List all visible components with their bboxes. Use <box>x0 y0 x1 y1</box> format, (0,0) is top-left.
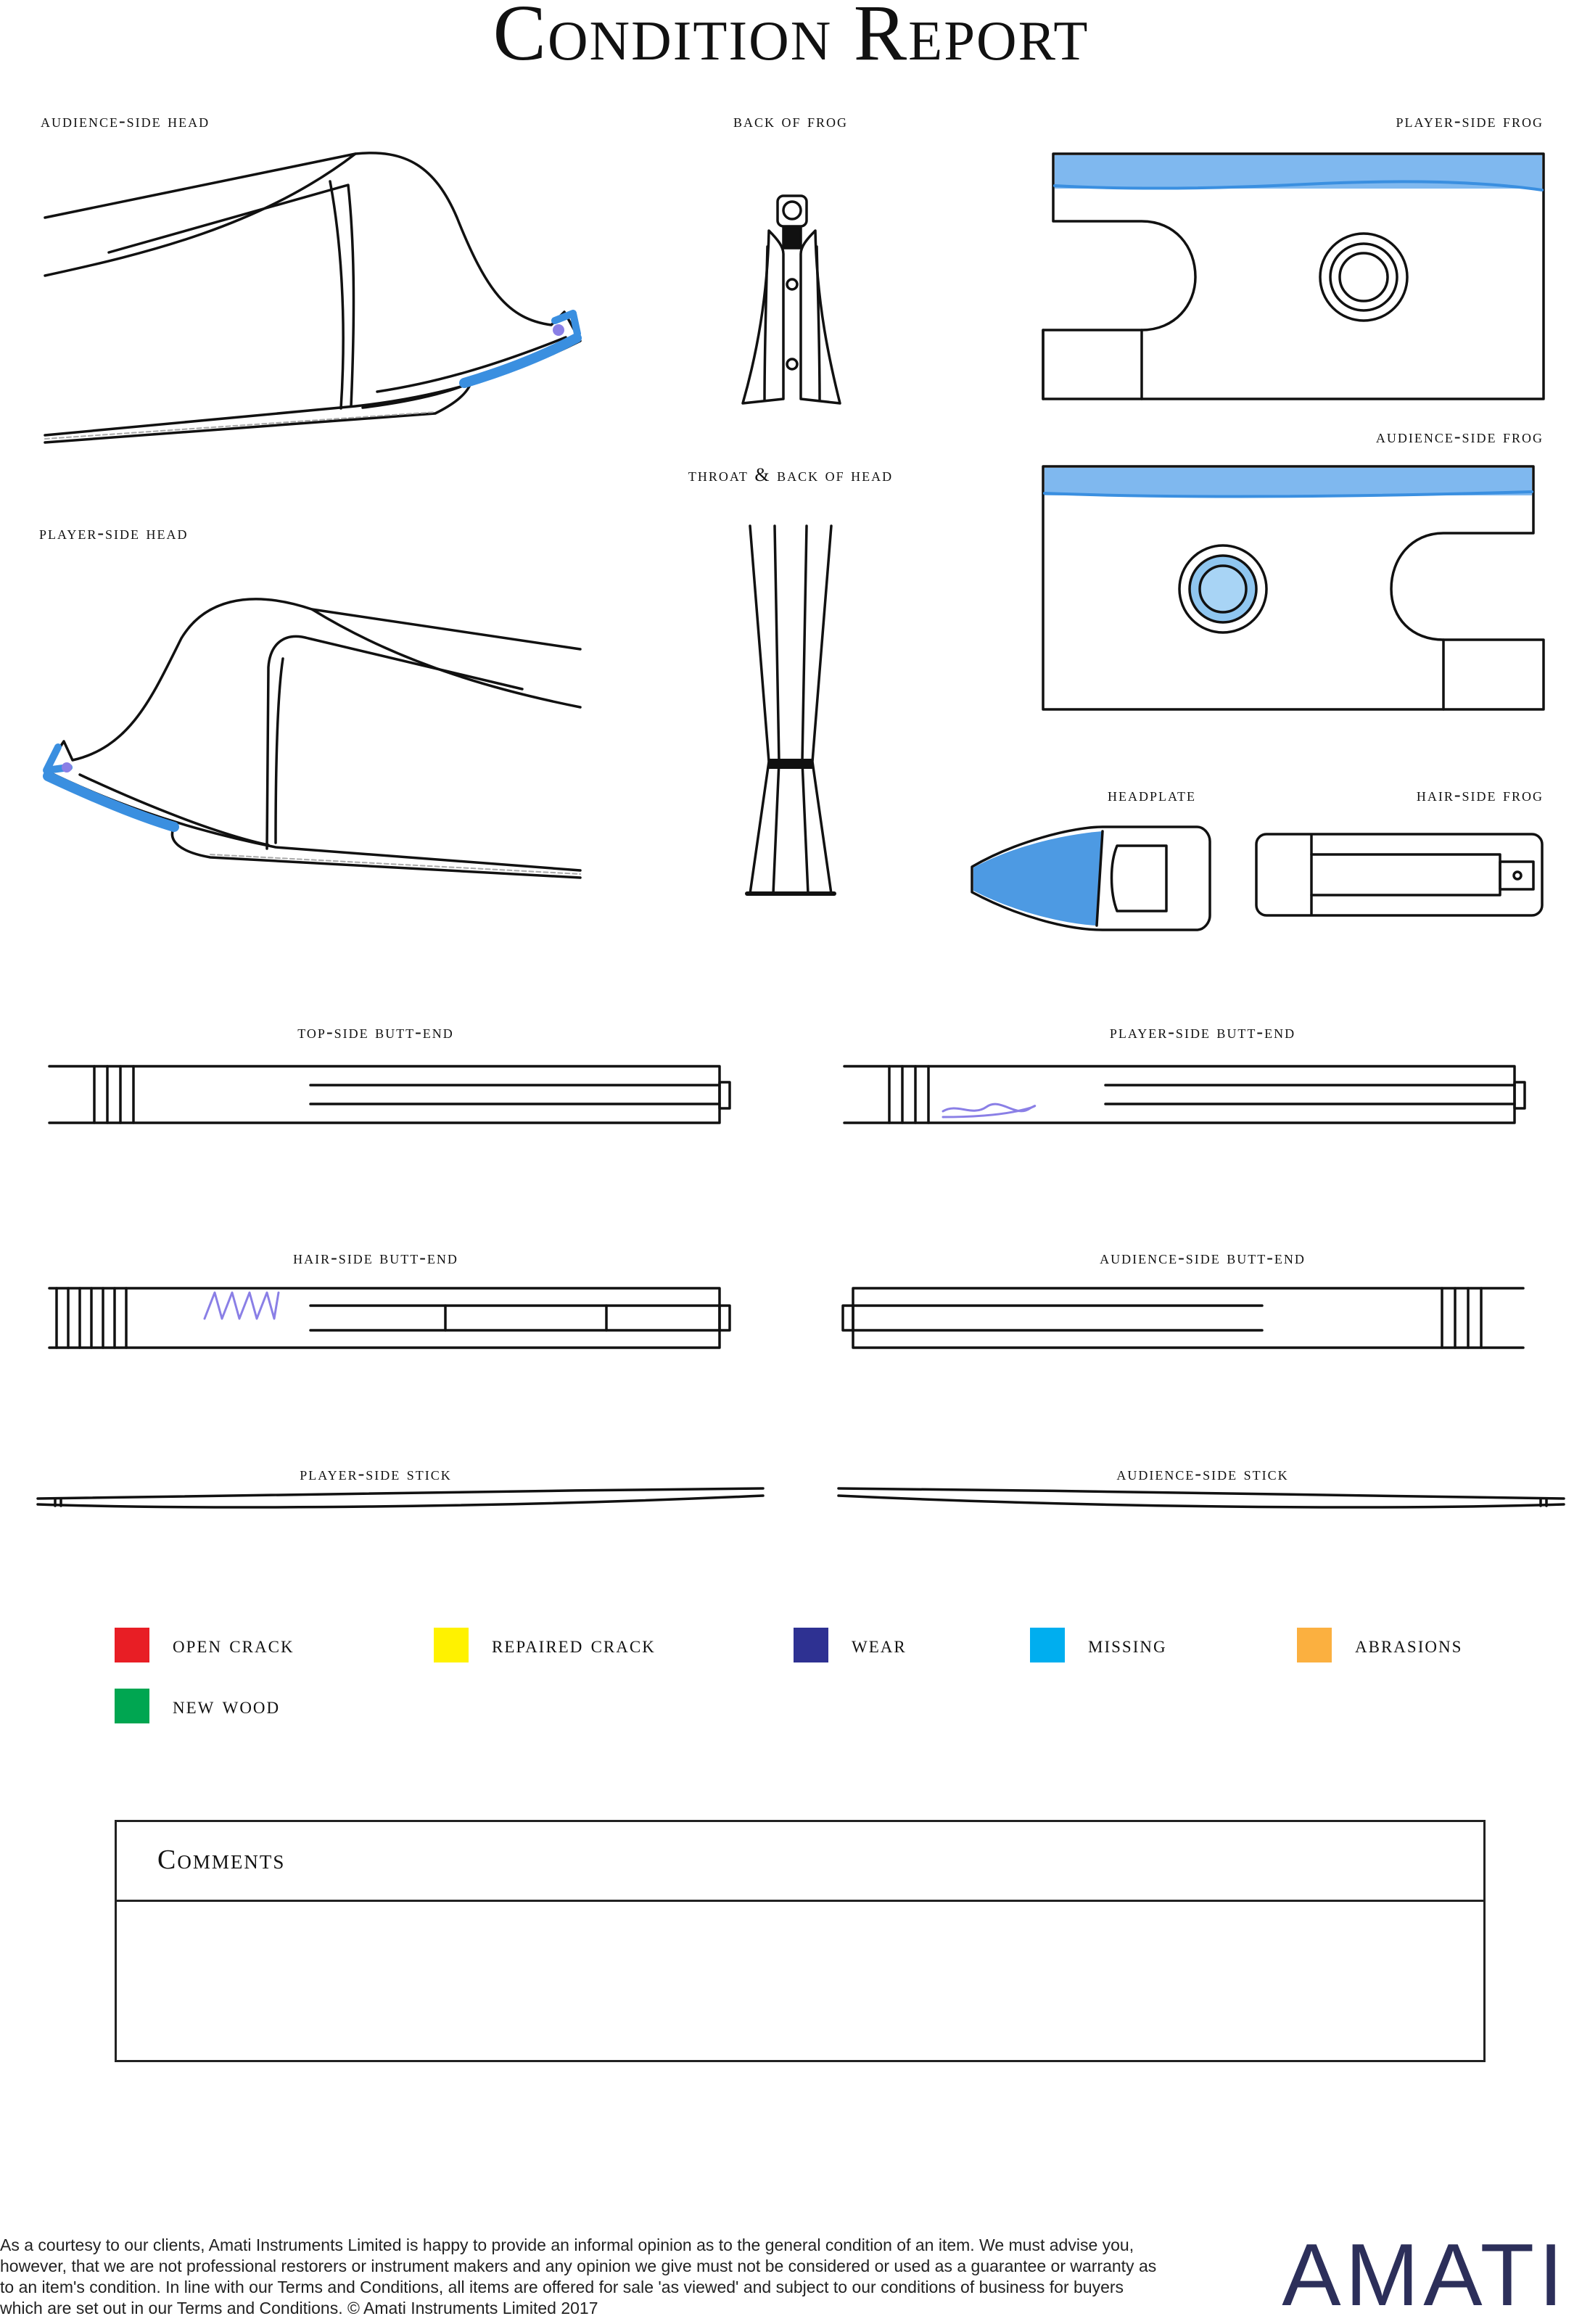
legend-item-missing <box>1030 1628 1167 1662</box>
label-top-side-butt-end: top-side butt-end <box>297 1021 454 1042</box>
label-audience-side-butt-end: audience-side butt-end <box>1100 1247 1306 1268</box>
label-player-side-head: player-side head <box>39 522 189 543</box>
label-player-side-frog: player-side frog <box>1396 110 1544 131</box>
legend-item-open-crack <box>115 1628 294 1662</box>
comments-box <box>115 1820 1486 2062</box>
legend-item-wear <box>794 1628 907 1662</box>
legend-label: repaired crack <box>492 1631 656 1658</box>
audience-side-stick-drawing <box>839 1488 1564 1507</box>
audience-side-butt-end-drawing <box>843 1288 1523 1348</box>
page-title: Condition Report <box>493 0 1089 77</box>
label-audience-side-stick: audience-side stick <box>1116 1463 1289 1484</box>
legend-swatch <box>1030 1628 1065 1662</box>
audience-side-head-drawing <box>45 153 580 442</box>
comments-heading: Comments <box>117 1822 1483 1902</box>
legend-label: open crack <box>173 1631 294 1658</box>
legend-item-repaired-crack <box>434 1628 656 1662</box>
brand-logo: AMATI <box>1282 2225 1567 2324</box>
legend-swatch <box>794 1628 828 1662</box>
top-side-butt-end-drawing <box>49 1066 730 1123</box>
legend-swatch <box>115 1689 149 1723</box>
player-side-stick-drawing <box>38 1488 763 1507</box>
label-player-side-stick: player-side stick <box>300 1463 452 1484</box>
hair-side-frog-drawing <box>1256 834 1542 915</box>
legend-swatch <box>1297 1628 1332 1662</box>
comments-body[interactable] <box>117 1902 1483 2060</box>
label-player-side-butt-end: player-side butt-end <box>1109 1021 1296 1042</box>
disclaimer-text: As a courtesy to our clients, Amati Instruments Limited is happy to provide an informal opinion as to the general condition of an item. We must advise you, however, that we are not professional restorers or instrument makers and any opinion we give must not be considered or used as a guarantee or warranty as to an item's condition. In line with our Terms and Conditions, all items are offered for sale 'as viewed' and subject to our conditions of business for buyers which are set out in our Terms and Conditions. © Amati Instruments Limited 2017 <box>0 2236 1157 2317</box>
label-hair-side-frog: hair-side frog <box>1416 784 1544 805</box>
legend-label: abrasions <box>1355 1631 1463 1658</box>
legend-label: wear <box>852 1631 907 1658</box>
label-audience-side-frog: audience-side frog <box>1375 426 1544 447</box>
throat-back-of-head-drawing <box>747 526 834 894</box>
headplate-drawing <box>972 827 1210 930</box>
label-audience-side-head: audience-side head <box>41 110 210 131</box>
legend-label: missing <box>1088 1631 1167 1658</box>
back-of-frog-drawing <box>743 196 840 403</box>
label-throat-back-of-head: throat & back of head <box>688 464 894 485</box>
player-side-head-drawing <box>45 599 580 878</box>
player-side-butt-end-drawing <box>844 1066 1525 1123</box>
hair-side-butt-end-drawing <box>49 1288 730 1348</box>
legend-label: new wood <box>173 1692 281 1719</box>
legend-swatch <box>115 1628 149 1662</box>
player-side-frog-drawing <box>1043 154 1544 399</box>
legend-swatch <box>434 1628 469 1662</box>
label-back-of-frog: back of frog <box>733 110 849 131</box>
audience-side-frog-drawing <box>1043 466 1544 709</box>
label-headplate: headplate <box>1108 784 1196 805</box>
label-hair-side-butt-end: hair-side butt-end <box>293 1247 458 1268</box>
legend-item-new-wood <box>115 1689 280 1723</box>
legend-item-abrasions <box>1297 1628 1462 1662</box>
